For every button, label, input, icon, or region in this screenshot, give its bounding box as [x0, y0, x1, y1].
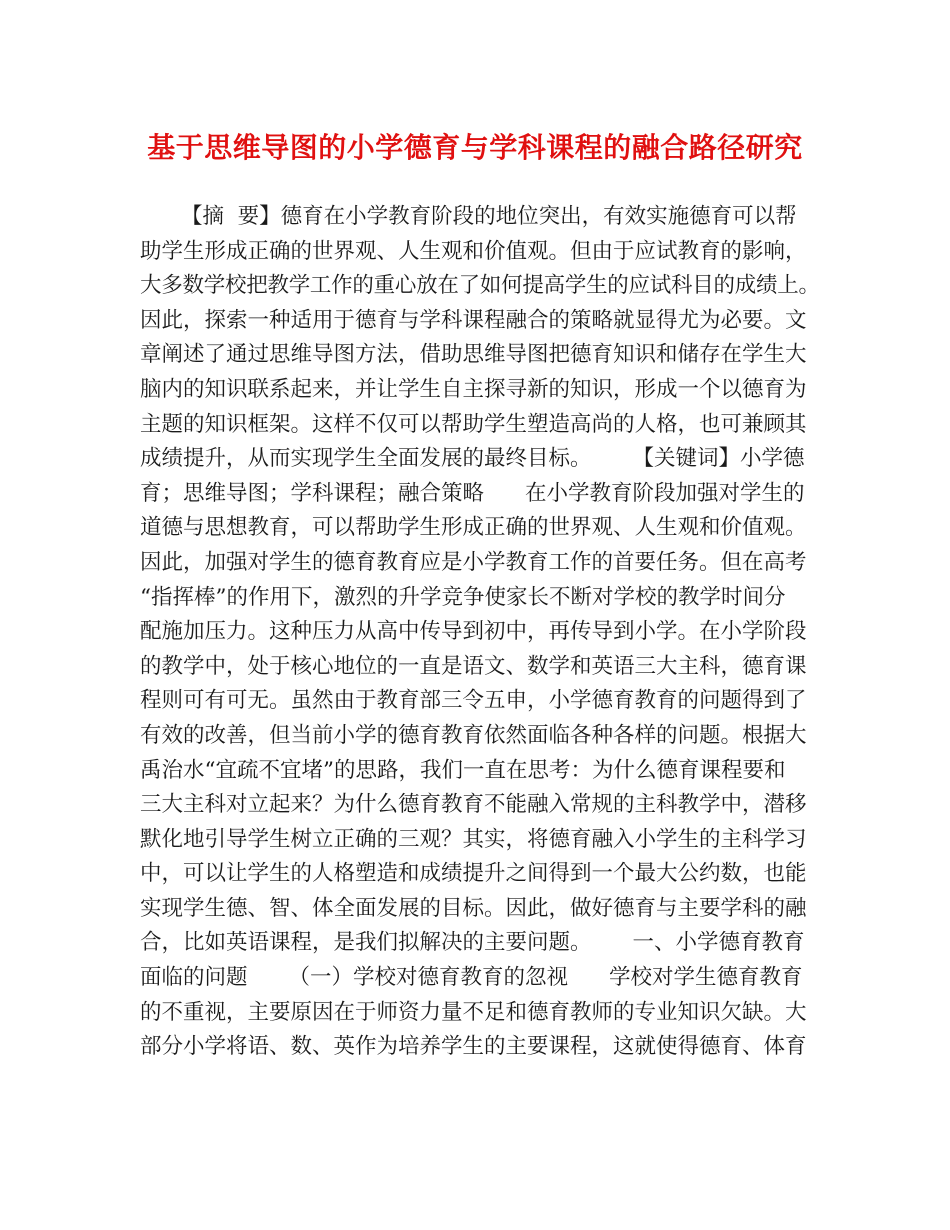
- body-line: 助学生形成正确的世界观、人生观和价值观。但由于应试教育的影响，: [140, 238, 807, 264]
- body-line: 道德与思想教育，可以帮助学生形成正确的世界观、人生观和价值观。: [140, 515, 807, 541]
- body-line: 实现学生德、智、体全面发展的目标。因此，做好德育与主要学科的融: [140, 895, 807, 921]
- body-line: 合，比如英语课程，是我们拟解决的主要问题。 一、小学德育教育: [140, 930, 805, 956]
- body-line: 【摘 要】德育在小学教育阶段的地位突出，有效实施德育可以帮: [140, 204, 797, 229]
- body-line: 章阐述了通过思维导图方法，借助思维导图把德育知识和储存在学生大: [140, 342, 807, 368]
- body-line: 的不重视，主要原因在于师资力量不足和德育教师的专业知识欠缺。大: [140, 999, 807, 1025]
- body-line: 三大主科对立起来？为什么德育教育不能融入常规的主科教学中，潜移: [140, 792, 807, 818]
- body-line: 因此，加强对学生的德育教育应是小学教育工作的首要任务。但在高考: [140, 549, 807, 575]
- body-line: 禹治水“宜疏不宜堵”的思路，我们一直在思考：为什么德育课程要和: [140, 757, 786, 783]
- body-line: “指挥棒”的作用下，激烈的升学竞争使家长不断对学校的教学时间分: [140, 584, 786, 610]
- body-line: 成绩提升，从而实现学生全面发展的最终目标。 【关键词】小学德: [140, 446, 805, 472]
- body-line: 配施加压力。这种压力从高中传导到初中，再传导到小学。在小学阶段: [140, 619, 807, 645]
- body-line: 因此，探索一种适用于德育与学科课程融合的策略就显得尤为必要。文: [140, 307, 807, 333]
- body-line: 有效的改善，但当前小学的德育教育依然面临各种各样的问题。根据大: [140, 722, 807, 748]
- body-line: 面临的问题 （一）学校对德育教育的忽视 学校对学生德育教育: [140, 965, 803, 991]
- body-line: 中，可以让学生的人格塑造和成绩提升之间得到一个最大公约数，也能: [140, 861, 807, 887]
- body-text: [140, 200, 820, 1065]
- body-line: 的教学中，处于核心地位的一直是语文、数学和英语三大主科，德育课: [140, 653, 807, 679]
- body-line: 育；思维导图；学科课程；融合策略 在小学教育阶段加强对学生的: [140, 480, 805, 506]
- body-line: 程则可有可无。虽然由于教育部三令五申，小学德育教育的问题得到了: [140, 688, 807, 714]
- document-title: 基于思维导图的小学德育与学科课程的融合路径研究: [147, 131, 803, 164]
- body-line: 部分小学将语、数、英作为培养学生的主要课程，这就使得德育、体育: [140, 1034, 807, 1060]
- body-line: 大多数学校把教学工作的重心放在了如何提高学生的应试科目的成绩上。: [140, 273, 820, 299]
- body-line: 脑内的知识联系起来，并让学生自主探寻新的知识，形成一个以德育为: [140, 376, 807, 402]
- body-line: 主题的知识框架。这样不仅可以帮助学生塑造高尚的人格，也可兼顾其: [140, 411, 807, 437]
- body-line: 默化地引导学生树立正确的三观？其实，将德育融入小学生的主科学习: [140, 826, 807, 852]
